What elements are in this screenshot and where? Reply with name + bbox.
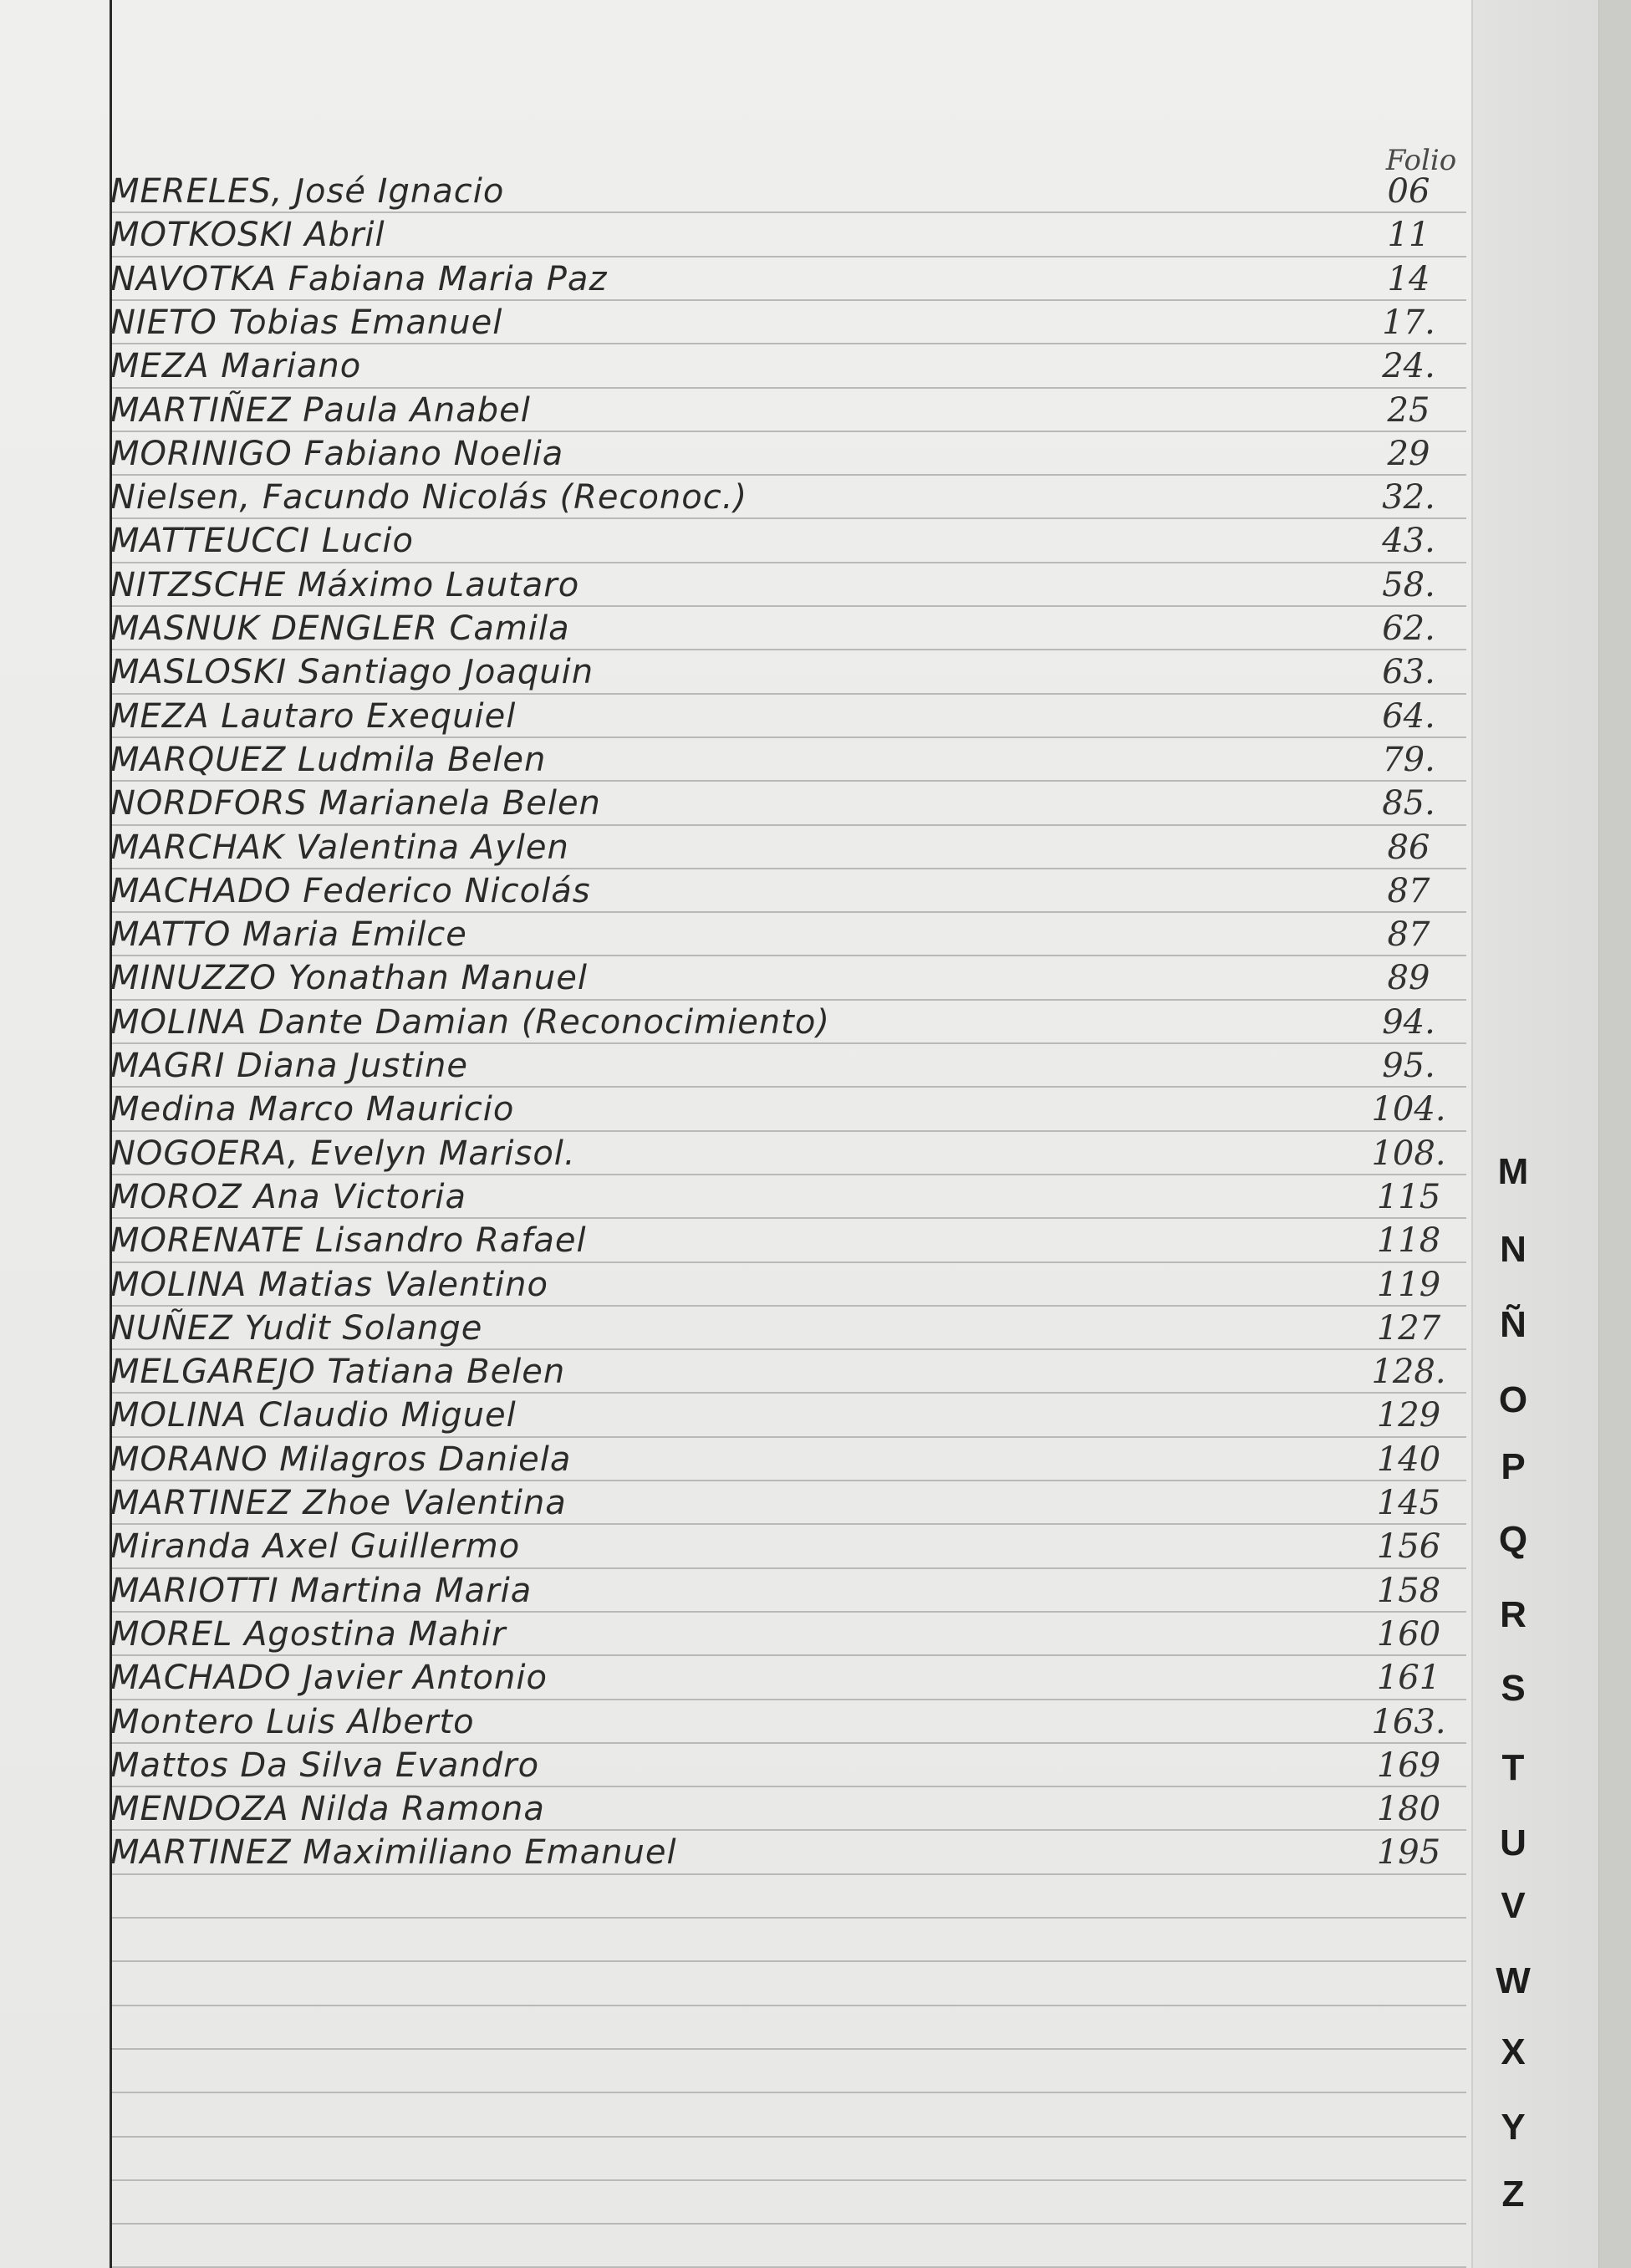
ruled-line (112, 955, 1466, 956)
index-tab-letter[interactable]: N (1500, 1229, 1527, 1270)
index-tab-letter[interactable]: V (1501, 1885, 1526, 1926)
entry-name: MARQUEZ Ludmila Belen (110, 741, 547, 779)
ruled-line (112, 1305, 1466, 1307)
entry-folio: 11 (1387, 216, 1430, 254)
ruled-line (112, 1567, 1466, 1569)
ruled-line (112, 1829, 1466, 1831)
ruled-line (112, 562, 1466, 563)
ruled-line (112, 1217, 1466, 1219)
ruled-line (112, 780, 1466, 782)
ruled-line (112, 1130, 1466, 1132)
index-tab-letter[interactable]: W (1496, 1960, 1531, 2001)
entry-folio: 119 (1376, 1266, 1441, 1304)
ruled-line (112, 868, 1466, 869)
ruled-line (112, 999, 1466, 1001)
entry-name: MARCHAK Valentina Aylen (110, 828, 569, 867)
entry-name: MASLOSKI Santiago Joaquin (110, 653, 594, 691)
entry-folio: 63. (1382, 653, 1435, 691)
ruled-line (112, 1042, 1466, 1044)
ruled-line (112, 431, 1466, 432)
index-tab-letter[interactable]: S (1501, 1668, 1526, 1709)
ruled-line (112, 1786, 1466, 1787)
entry-folio: 115 (1376, 1178, 1441, 1216)
entry-folio: 17. (1382, 303, 1435, 342)
entry-name: MOLINA Claudio Miguel (110, 1396, 517, 1435)
entry-name: MOROZ Ana Victoria (110, 1178, 467, 1216)
ruled-line (112, 387, 1466, 389)
entry-name: NUÑEZ Yudit Solange (110, 1309, 483, 1348)
entry-name: MAGRI Diana Justine (110, 1047, 468, 1085)
entry-folio: 160 (1376, 1615, 1441, 1654)
ruled-line (112, 2136, 1466, 2138)
ruled-line (112, 343, 1466, 344)
index-tab-letter[interactable]: M (1497, 1151, 1529, 1192)
ruled-line (112, 2048, 1466, 2050)
entry-name: MOLINA Matias Valentino (110, 1266, 548, 1304)
ruled-line (112, 1611, 1466, 1613)
entry-folio: 128. (1371, 1353, 1446, 1391)
entry-name: MARIOTTI Martina Maria (110, 1572, 533, 1610)
entry-folio: 104. (1371, 1090, 1446, 1129)
ruled-line (112, 1261, 1466, 1263)
entry-folio: 85. (1382, 784, 1435, 823)
index-tab-letter[interactable]: X (1501, 2031, 1526, 2072)
entry-folio: 108. (1371, 1134, 1446, 1173)
entry-name: MENDOZA Nilda Ramona (110, 1790, 545, 1828)
ruled-line (112, 1392, 1466, 1394)
ruled-line (112, 824, 1466, 826)
entry-folio: 29 (1387, 435, 1430, 473)
entry-name: Nielsen, Facundo Nicolás (Reconoc.) (110, 478, 748, 517)
index-tab-letter[interactable]: T (1501, 1747, 1525, 1788)
ruled-line (112, 1174, 1466, 1175)
entry-folio: 163. (1371, 1703, 1446, 1741)
index-tab-letter[interactable]: R (1500, 1594, 1527, 1635)
index-tab-letter[interactable]: Q (1498, 1519, 1528, 1560)
entry-folio: 145 (1376, 1484, 1441, 1522)
ruled-line (112, 1917, 1466, 1919)
ruled-line (112, 1436, 1466, 1438)
entry-name: MORINIGO Fabiano Noelia (110, 435, 564, 473)
entry-folio: 32. (1382, 478, 1435, 517)
entry-name: MACHADO Federico Nicolás (110, 872, 591, 910)
entry-folio: 24. (1382, 347, 1435, 385)
entry-name: MEZA Lautaro Exequiel (110, 697, 517, 736)
index-tab-letter[interactable]: Z (1501, 2174, 1525, 2214)
entry-folio: 95. (1382, 1047, 1435, 1085)
ruled-line (112, 736, 1466, 738)
entry-name: MEZA Mariano (110, 347, 362, 385)
entry-name: MATTO Maria Emilce (110, 915, 467, 954)
entry-name: Montero Luis Alberto (110, 1703, 475, 1741)
entry-folio: 87 (1387, 915, 1430, 954)
ruled-line (112, 1699, 1466, 1700)
entry-name: MERELES, José Ignacio (110, 172, 505, 211)
entry-folio: 89 (1387, 959, 1430, 997)
entry-name: MELGAREJO Tatiana Belen (110, 1353, 566, 1391)
entry-folio: 127 (1376, 1309, 1441, 1348)
entry-folio: 161 (1376, 1659, 1441, 1697)
entry-folio: 25 (1387, 391, 1430, 430)
entry-name: NORDFORS Marianela Belen (110, 784, 601, 823)
entry-name: Medina Marco Mauricio (110, 1090, 515, 1129)
index-tab-letter[interactable]: U (1500, 1822, 1527, 1863)
entry-folio: 06 (1387, 172, 1430, 211)
ruled-line (112, 212, 1466, 213)
entry-folio: 43. (1382, 522, 1435, 560)
entry-folio: 169 (1376, 1746, 1441, 1785)
index-tab-letter[interactable]: Y (1501, 2107, 1526, 2148)
index-strip-edge (1598, 0, 1631, 2268)
entry-name: MORENATE Lisandro Rafael (110, 1221, 587, 1260)
entry-folio: 180 (1376, 1790, 1441, 1828)
entry-name: MARTINEZ Zhoe Valentina (110, 1484, 567, 1522)
ruled-line (112, 2092, 1466, 2093)
ruled-line (112, 474, 1466, 476)
ruled-line (112, 1523, 1466, 1525)
entry-name: MARTIÑEZ Paula Anabel (110, 391, 531, 430)
entry-folio: 129 (1376, 1396, 1441, 1435)
entry-folio: 62. (1382, 609, 1435, 648)
entry-name: NOGOERA, Evelyn Marisol. (110, 1134, 576, 1173)
ruled-line (112, 2179, 1466, 2181)
entry-name: MOREL Agostina Mahir (110, 1615, 507, 1654)
entry-folio: 64. (1382, 697, 1435, 736)
ruled-line (112, 2223, 1466, 2225)
entry-name: MOLINA Dante Damian (Reconocimiento) (110, 1003, 830, 1042)
ruled-line (112, 911, 1466, 913)
entry-name: MINUZZO Yonathan Manuel (110, 959, 588, 997)
entry-name: NIETO Tobias Emanuel (110, 303, 503, 342)
entry-name: Miranda Axel Guillermo (110, 1527, 521, 1566)
index-tab-letter[interactable]: Ñ (1500, 1304, 1527, 1345)
index-tab-letter[interactable]: O (1498, 1379, 1528, 1420)
ruled-line (112, 1960, 1466, 1962)
ruled-line (112, 693, 1466, 695)
entry-folio: 118 (1376, 1221, 1441, 1260)
index-tab-letter[interactable]: P (1501, 1446, 1526, 1487)
entry-name: Mattos Da Silva Evandro (110, 1746, 540, 1785)
entry-name: MARTINEZ Maximiliano Emanuel (110, 1833, 677, 1872)
entry-folio: 158 (1376, 1572, 1441, 1610)
ruled-line (112, 1654, 1466, 1656)
ruled-line (112, 649, 1466, 650)
entry-name: NAVOTKA Fabiana Maria Paz (110, 260, 608, 298)
ruled-line (112, 299, 1466, 301)
ruled-line (112, 1742, 1466, 1744)
entry-name: NITZSCHE Máximo Lautaro (110, 566, 580, 604)
ruled-line (112, 1480, 1466, 1481)
entry-folio: 58. (1382, 566, 1435, 604)
ruled-line (112, 1348, 1466, 1350)
ruled-line (112, 517, 1466, 519)
ruled-line (112, 256, 1466, 257)
entry-folio: 140 (1376, 1440, 1441, 1479)
entry-name: MATTEUCCI Lucio (110, 522, 414, 560)
entry-name: MACHADO Javier Antonio (110, 1659, 548, 1697)
ruled-line (112, 1086, 1466, 1088)
entry-name: MORANO Milagros Daniela (110, 1440, 572, 1479)
entry-name: MOTKOSKI Abril (110, 216, 385, 254)
entry-folio: 79. (1382, 741, 1435, 779)
entry-folio: 14 (1387, 260, 1430, 298)
entry-folio: 86 (1387, 828, 1430, 867)
entry-folio: 94. (1382, 1003, 1435, 1042)
ruled-line (112, 605, 1466, 607)
entry-folio: 156 (1376, 1527, 1441, 1566)
entry-name: MASNUK DENGLER Camila (110, 609, 570, 648)
ruled-line (112, 2005, 1466, 2006)
entry-folio: 87 (1387, 872, 1430, 910)
ruled-line (112, 1873, 1466, 1875)
folio-column-header: Folio (1385, 144, 1457, 177)
entry-folio: 195 (1376, 1833, 1441, 1872)
